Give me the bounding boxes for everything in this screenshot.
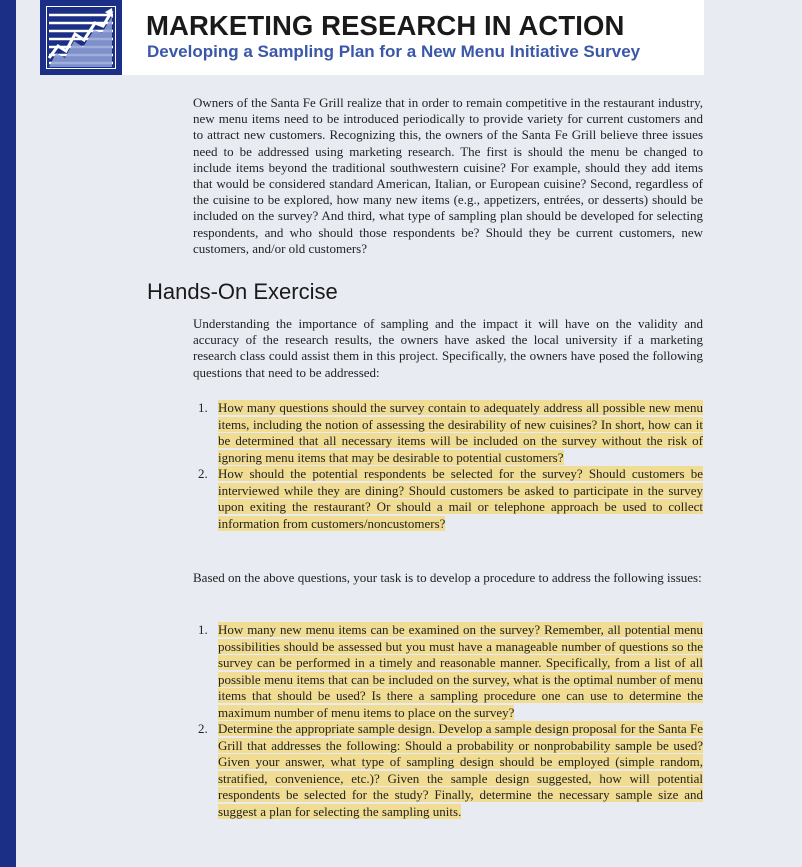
section-logo	[40, 0, 122, 75]
highlighted-text: Determine the appropriate sample design. Develop a sample design proposal for the Santa Fe Grill that addresses the following: Should a probability or nonprobability sample be used? Given your answer, what type of sampling design should be employed (simple random, stratified, convenience, etc.)? Given the sample design suggested, how will potential respondents be selected for the study? Finally, determine the necessary sample size and suggest a plan for selecting the sampling units.	[218, 721, 703, 819]
list-number: 1.	[198, 400, 208, 415]
exercise-paragraph: Understanding the importance of sampling and the impact it will have on the validity and accuracy of the research results, the owners have asked the local university if a marketing research class could assist them in this project. Specifically, the owners have posed the following questions that need to be addressed:	[193, 316, 703, 380]
list-item	[193, 622, 703, 721]
highlighted-text: How many questions should the survey contain to adequately address all possible new menu items, including the notion of assessing the desirability of new cuisines? In short, how can it be determined that all necessary items will be included on the survey without the risk of ignoring menu items that may be desirable to potential customers?	[218, 400, 703, 465]
list-number: 1.	[198, 622, 208, 637]
rising-chart-icon	[46, 6, 116, 69]
highlighted-text: How should the potential respondents be selected for the survey? Should customers be interviewed while they are dining? Should customers be asked to participate in the survey upon exiting the restaurant? Or should a mail or telephone approach be used to collect information from customers/noncustomers?	[218, 466, 703, 531]
highlighted-text: How many new menu items can be examined on the survey? Remember, all potential menu possibilities should be assessed but you must have a manageable number of questions so the survey can be performed in a timely and reasonable manner. Specifically, from a list of all possible menu items that can be included on the survey, what is the optimal number of menu items that should be used? Is there a sampling procedure one can use to determine the maximum number of menu items to place on the survey?	[218, 622, 703, 720]
questions-list	[193, 400, 703, 532]
task-paragraph: Based on the above questions, your task is to develop a procedure to address the following issues:	[193, 570, 702, 585]
list-item	[193, 466, 703, 532]
tasks-list	[193, 622, 703, 820]
page-title: MARKETING RESEARCH IN ACTION	[146, 10, 625, 41]
list-number: 2.	[198, 721, 208, 736]
list-number: 2.	[198, 466, 208, 481]
section-heading: Hands-On Exercise	[147, 279, 338, 304]
page-subtitle: Developing a Sampling Plan for a New Menu Initiative Survey	[147, 42, 641, 61]
left-accent-bar	[0, 0, 16, 867]
list-item	[193, 400, 703, 466]
intro-paragraph: Owners of the Santa Fe Grill realize that in order to remain competitive in the restaurant industry, new menu items need to be introduced periodically to provide variety for current customers and to attract new customers. Recognizing this, the owners of the Santa Fe Grill believe three issues need to be addressed using marketing research. The first is should the menu be changed to include items beyond the traditional southwestern cuisine? For example, should they add items that would be considered standard American, Italian, or European cuisine? Second, regardless of the cuisine to be explored, how many new items (e.g., appetizers, entrées, or desserts) should be included on the survey? And third, what type of sampling plan should be developed for selecting respondents, and who should those respondents be? Should they be current customers, new customers, and/or old customers?	[193, 95, 703, 256]
list-item	[193, 721, 703, 820]
